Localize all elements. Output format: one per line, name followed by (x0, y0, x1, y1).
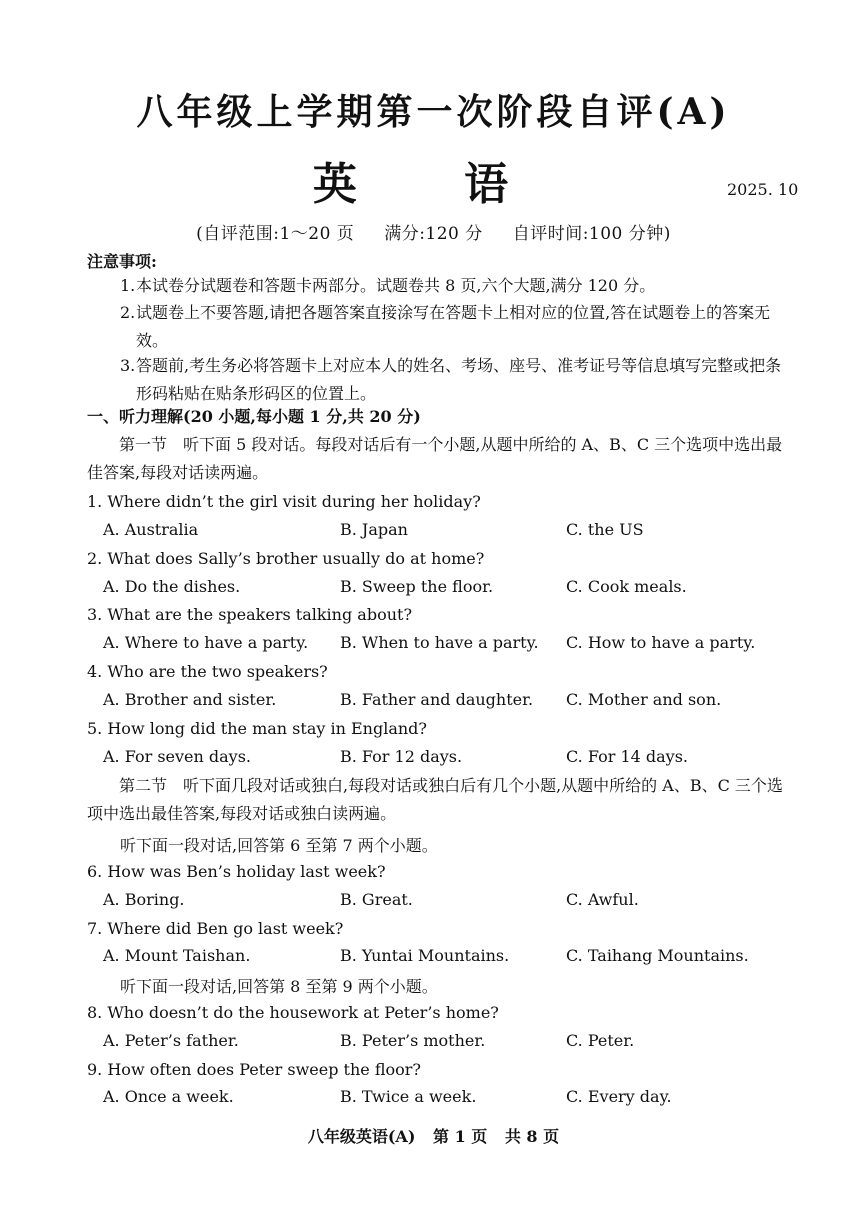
exam-date: 2025. 10 (727, 180, 799, 199)
footer-page-number: 第 1 页 (433, 1127, 488, 1146)
option-a: A. Mount Taishan. (103, 946, 251, 965)
option-b: B. Sweep the floor. (340, 577, 494, 596)
option-c: C. How to have a party. (566, 633, 756, 652)
option-c: C. Cook meals. (566, 577, 687, 596)
option-b: B. Peter’s mother. (340, 1031, 486, 1050)
option-b: B. For 12 days. (340, 747, 463, 766)
question-stem: 9. How often does Peter sweep the floor? (87, 1060, 421, 1079)
question-stem: 5. How long did the man stay in England? (87, 719, 427, 738)
option-c: C. Peter. (566, 1031, 635, 1050)
question-stem: 8. Who doesn’t do the housework at Peter’s home? (87, 1003, 499, 1022)
option-c: C. Every day. (566, 1087, 672, 1106)
page-footer (0, 1124, 867, 1147)
note-item (120, 272, 792, 300)
subject-title: 英 语 (312, 159, 555, 210)
option-a: A. Boring. (103, 890, 185, 909)
option-a: A. Australia (103, 520, 199, 539)
option-b: B. Twice a week. (340, 1087, 477, 1106)
note-number: 3. (120, 356, 136, 375)
note-number: 2. (120, 303, 136, 322)
option-c: C. Mother and son. (566, 690, 722, 709)
option-a: A. Brother and sister. (103, 690, 277, 709)
section-title: 一、听力理解(20 小题,每小题 1 分,共 20 分) (87, 407, 421, 426)
question-stem: 7. Where did Ben go last week? (87, 919, 344, 938)
option-a: A. Where to have a party. (103, 633, 309, 652)
note-item (120, 299, 792, 355)
part2-intro: 第二节 听下面几段对话或独白,每段对话或独白后有几个小题,从题中所给的 A、B、C 三个选项中选出最佳答案,每段对话或独白读两遍。 (87, 776, 783, 823)
question-stem: 2. What does Sally’s brother usually do at home? (87, 549, 485, 568)
exam-title: 八年级上学期第一次阶段自评(A) (136, 91, 731, 133)
option-a: A. Do the dishes. (103, 577, 241, 596)
notes-title: 注意事项: (87, 252, 157, 271)
full-score-text: 满分:120 分 (384, 224, 483, 244)
option-c: C. For 14 days. (566, 747, 688, 766)
option-a: A. For seven days. (103, 747, 252, 766)
option-c: C. Awful. (566, 890, 639, 909)
question-stem: 4. Who are the two speakers? (87, 662, 328, 681)
footer-total-pages: 共 8 页 (504, 1127, 560, 1146)
note-text: 试题卷上不要答题,请把各题答案直接涂写在答题卡上相对应的位置,答在试题卷上的答案无效。 (136, 303, 771, 350)
option-b: B. Japan (340, 520, 408, 539)
note-item (120, 352, 792, 408)
question-stem: 3. What are the speakers talking about? (87, 605, 413, 624)
option-c: C. the US (566, 520, 644, 539)
dialog-instruction: 听下面一段对话,回答第 6 至第 7 两个小题。 (120, 836, 438, 855)
time-text: 自评时间:100 分钟) (512, 224, 671, 244)
option-b: B. Yuntai Mountains. (340, 946, 510, 965)
option-a: A. Once a week. (103, 1087, 234, 1106)
question-stem: 1. Where didn’t the girl visit during her holiday? (87, 492, 481, 511)
scope-text: (自评范围:1～20 页 (196, 224, 355, 244)
note-number: 1. (120, 276, 136, 295)
question-stem: 6. How was Ben’s holiday last week? (87, 862, 386, 881)
note-text: 答题前,考生务必将答题卡上对应本人的姓名、考场、座号、准考证号等信息填写完整或把条形码粘贴在贴条形码区的位置上。 (136, 356, 782, 403)
option-b: B. Father and daughter. (340, 690, 534, 709)
footer-subject: 八年级英语(A) (307, 1127, 416, 1146)
option-c: C. Taihang Mountains. (566, 946, 749, 965)
option-b: B. Great. (340, 890, 413, 909)
exam-scope-line (0, 219, 867, 244)
dialog-instruction: 听下面一段对话,回答第 8 至第 9 两个小题。 (120, 977, 438, 996)
option-b: B. When to have a party. (340, 633, 539, 652)
note-text: 本试卷分试题卷和答题卡两部分。试题卷共 8 页,六个大题,满分 120 分。 (136, 276, 656, 295)
option-a: A. Peter’s father. (103, 1031, 239, 1050)
part1-intro: 第一节 听下面 5 段对话。每段对话后有一个小题,从题中所给的 A、B、C 三个选项中选出最佳答案,每段对话读两遍。 (87, 435, 783, 482)
